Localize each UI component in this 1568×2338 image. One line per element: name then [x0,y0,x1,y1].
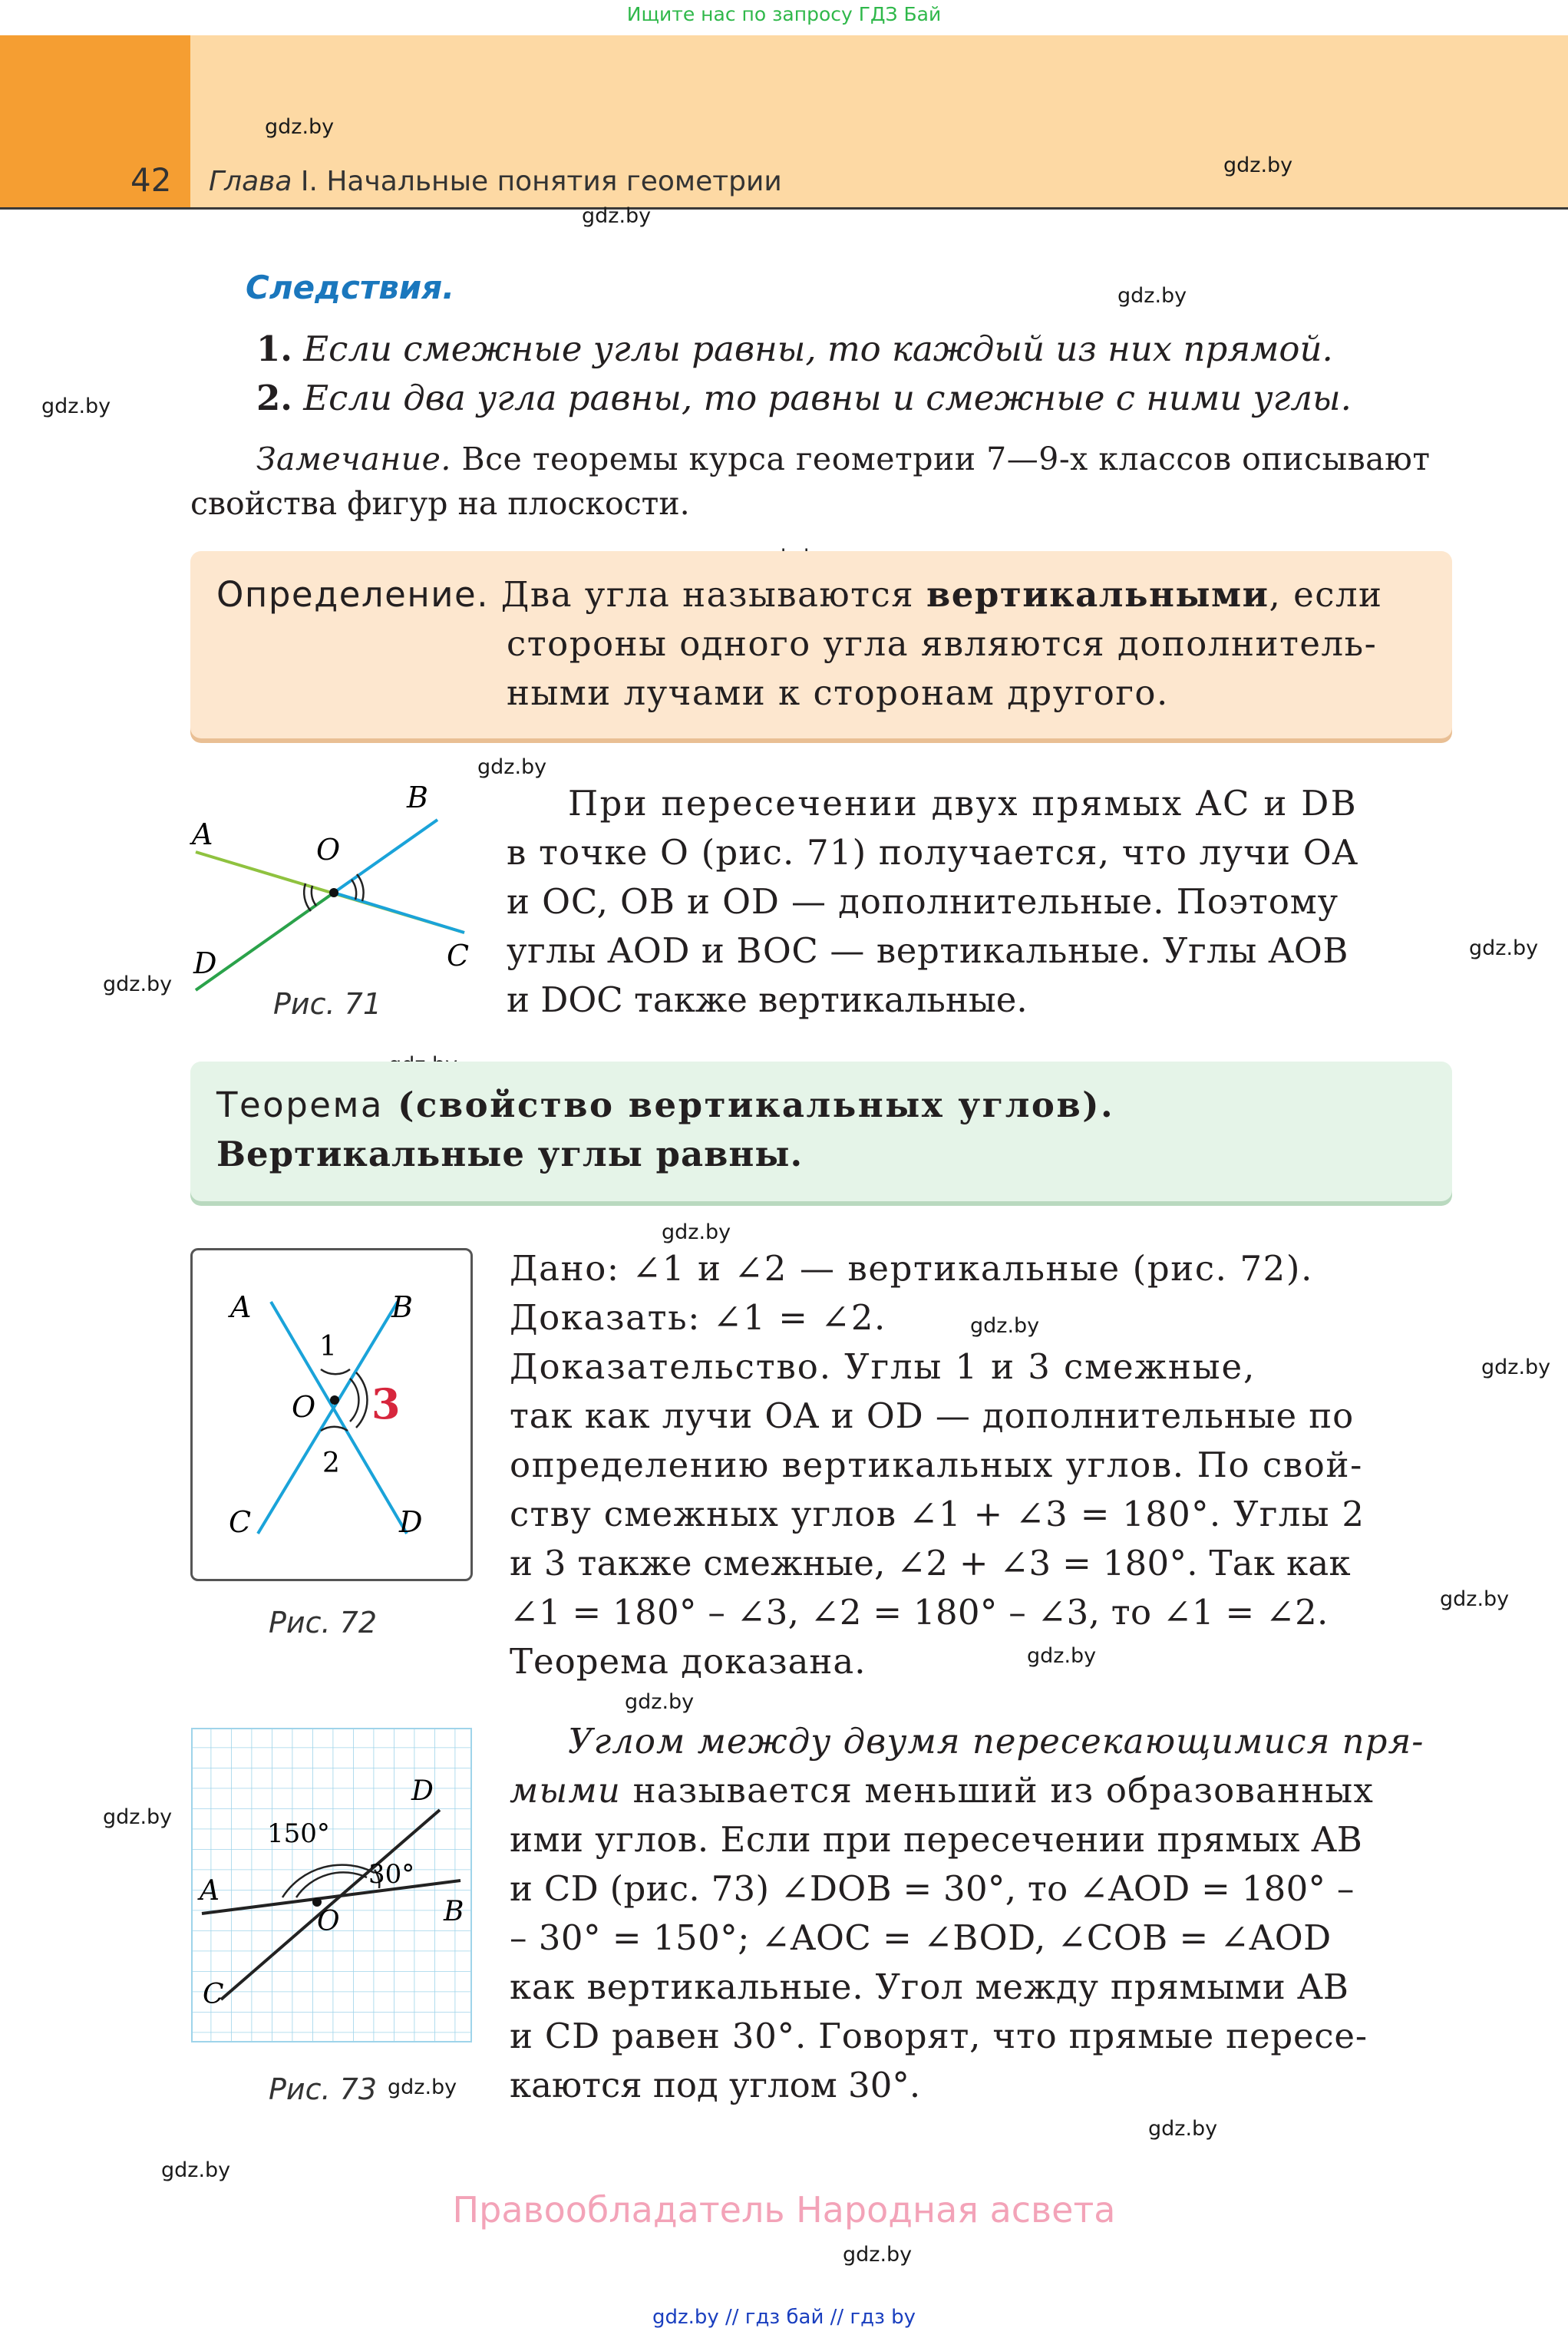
para73-line-7: и CD равен 30°. Говорят, что прямые пересе- [510,2016,1368,2056]
label-c: C [229,1505,252,1539]
figure-71 [169,768,491,998]
page-number: 42 [130,161,172,199]
para71-line-1: При пересечении двух прямых AC и DB [568,783,1358,824]
para73-line-6: как вертикальные. Угол между прямыми AB [510,1966,1349,2007]
proof-line-3: Доказательство. Углы 1 и 3 смежные, [510,1346,1256,1387]
watermark: gdz.by [1223,154,1293,177]
para73-line-2: мыми называется меньший из образованных [510,1770,1375,1811]
para71-line-2: в точке O (рис. 71) получается, что лучи OA [507,832,1358,873]
watermark: gdz.by [625,1690,695,1714]
theorem-box [190,1062,1452,1201]
label-150: 150° [267,1818,330,1849]
proof-line-7: и 3 также смежные, ∠2 + ∠3 = 180°. Так как [510,1543,1351,1583]
watermark: gdz.by [103,973,173,996]
watermark: gdz.by [1440,1587,1510,1611]
proof-line-9: Теорема доказана. [510,1641,867,1682]
para73-line-4: и CD (рис. 73) ∠DOB = 30°, то ∠AOD = 180° – [510,1868,1355,1909]
corollary-2: 2. Если два угла равны, то равны и смежные с ними углы. [256,378,1352,418]
label-b: B [391,1290,413,1324]
label-o: O [292,1390,316,1424]
ray-ob [334,820,437,893]
para71-line-3: и OC, OB и OD — дополнительные. Поэтому [507,881,1339,922]
para73-line-8: каются под углом 30°. [510,2065,921,2105]
corollary-1: 1. Если смежные углы равны, то каждый из них прямой. [256,329,1333,369]
angle-arc-3 [356,1372,367,1428]
angle-arc [357,874,364,901]
label-a: A [200,1875,220,1907]
watermark: gdz.by [1148,2117,1218,2141]
proof-given: Дано: ∠1 и ∠2 — вертикальные (рис. 72). [510,1248,1313,1289]
label-o: O [316,833,341,867]
para73-line-1: Углом между двумя пересекающимися пря- [568,1721,1424,1762]
chapter-name: I. Начальные понятия геометрии [292,166,782,197]
para73-line-5: – 30° = 150°; ∠AOC = ∠BOD, ∠COB = ∠AOD [510,1917,1332,1958]
definition-line-2: стороны одного угла являются дополнитель- [507,623,1378,664]
label-d: D [399,1505,423,1539]
label-c: C [203,1979,224,2010]
label-a: A [192,817,213,851]
label-a: A [230,1290,252,1324]
definition-line-3: ными лучами к сторонам другого. [507,672,1169,713]
proof-line-6: ству смежных углов ∠1 + ∠3 = 180°. Углы 2 [510,1494,1365,1534]
watermark: gdz.by [1027,1644,1097,1668]
label-b: B [444,1896,464,1927]
angle-arc-3 [350,1379,358,1422]
para73-line-3: ими углов. Если при пересечении прямых AB [510,1819,1363,1860]
proof-line-5: определению вертикальных углов. По свой- [510,1445,1363,1485]
label-angle-3: 3 [371,1379,401,1428]
para71-line-4: углы AOD и BOC — вертикальные. Углы AOB [507,930,1349,971]
watermark: gdz.by [265,115,335,139]
watermark: gdz.by [662,1220,731,1244]
figure-73 [190,1727,474,2049]
watermark: gdz.by [1117,284,1187,308]
remark-line-2: свойства фигур на плоскости. [190,485,690,522]
watermark: gdz.by [582,204,652,228]
label-c: C [447,939,470,973]
remark-line-1: Замечание. Все теоремы курса геометрии 7—9-х классов описывают [256,441,1431,477]
watermark: gdz.by [1481,1356,1551,1379]
top-search-note: Ищите нас по запросу ГДЗ Бай [626,3,942,25]
proof-line-8: ∠1 = 180° – ∠3, ∠2 = 180° – ∠3, то ∠1 = ∠2. [510,1592,1329,1633]
label-b: B [407,781,428,814]
ray-oc [334,893,464,933]
definition-line-1: Определение. Два угла называются вертикальными, если [216,574,1383,615]
label-d: D [411,1775,434,1807]
watermark: gdz.by [477,755,547,779]
proof-to-prove: Доказать: ∠1 = ∠2. [510,1297,886,1338]
chapter-prefix: Глава [209,166,292,197]
label-d: D [193,946,217,980]
proof-line-4: так как лучи OA и OD — дополнительные по [510,1395,1355,1436]
copyright-notice: Правообладатель Народная асвета [452,2189,1116,2231]
watermark: gdz.by [161,2158,231,2182]
corollaries-heading: Следствия. [246,269,455,306]
chapter-title [209,166,782,197]
theorem-line-2: Вертикальные углы равны. [216,1134,804,1174]
label-o: O [317,1906,340,1937]
label-angle-1: 1 [319,1331,337,1362]
watermark: gdz.by [103,1805,173,1829]
angle-arc [352,880,356,900]
watermark: gdz.by [970,1314,1040,1338]
figure-71-caption: Рис. 71 [273,987,382,1021]
label-angle-2: 2 [322,1448,340,1479]
point-o [330,1395,339,1405]
label-30: 30° [368,1859,415,1890]
point-o [329,888,338,897]
figure-73-caption: Рис. 73 [269,2072,378,2106]
watermark: gdz.by [1469,936,1539,960]
footer-links[interactable]: gdz.by // гдз бай // гдз by [652,2306,916,2329]
header-rule [0,207,1568,210]
theorem-line-1: Теорема (свойство вертикальных углов). [216,1085,1115,1125]
angle-arc-1 [321,1369,350,1374]
watermark: gdz.by [843,2243,913,2267]
watermark: gdz.by [41,395,111,418]
watermark: gdz.by [388,2075,457,2099]
figure-72 [190,1248,471,1580]
para71-line-5: и DOC также вертикальные. [507,979,1028,1020]
figure-72-caption: Рис. 72 [269,1606,378,1640]
